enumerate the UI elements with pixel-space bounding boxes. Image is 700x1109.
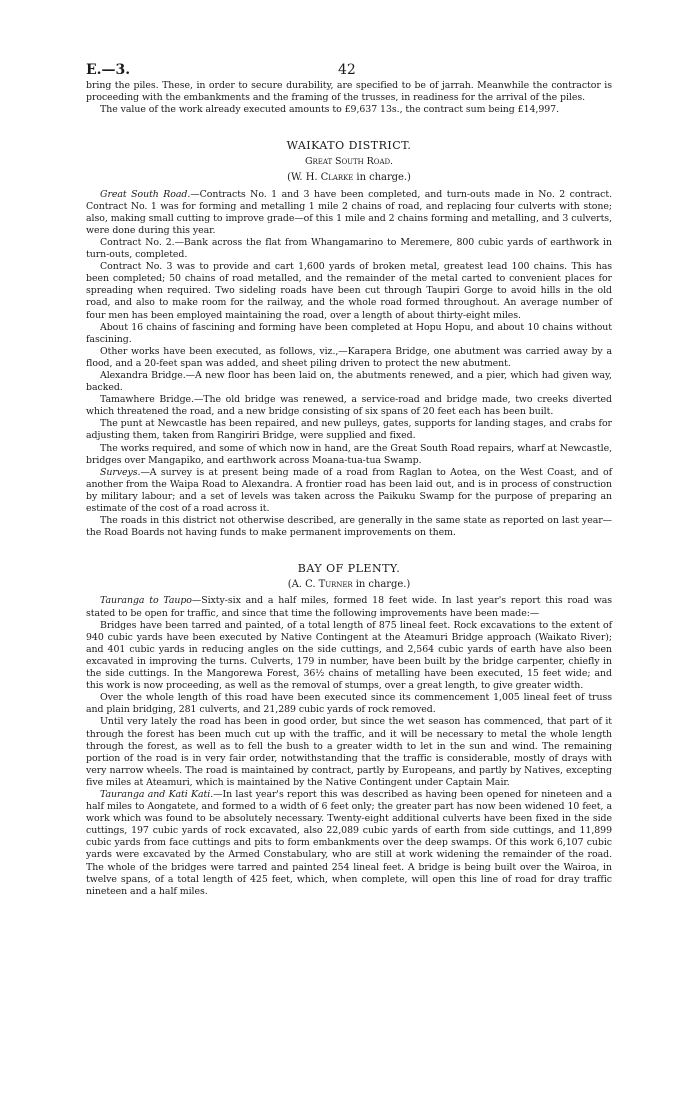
section-title-waikato: WAIKATO DISTRICT.	[286, 139, 412, 153]
section-title-bay-of-plenty: BAY OF PLENTY.	[297, 562, 401, 576]
waikato-officer-name: W. H. Clarke	[290, 172, 354, 184]
waikato-p1-lead: Great South Road.	[100, 188, 191, 200]
waikato-paragraph-2: Contract No. 2.—Bank across the flat from Whangamarino to Meremere, 800 cubic yards of earthwork in turn-outs, completed.	[86, 236, 612, 261]
waikato-p10-lead: Surveys.	[100, 466, 141, 478]
page-number: 42	[338, 62, 356, 78]
document-page	[86, 58, 612, 898]
bay-p1-lead: Tauranga to Taupo	[100, 595, 192, 607]
bay-paragraph-5	[86, 789, 612, 898]
waikato-paragraph-5: Other works have been executed, as follows, viz.,—Karapera Bridge, one abutment was carried away by a flood, and a 20-feet span was added, and sheet piling driven to protect the new abutment.	[86, 345, 612, 369]
bay-paragraph-1	[86, 595, 612, 619]
page-header	[86, 58, 612, 80]
bay-paragraph-4: Until very lately the road has been in good order, but since the wet season has commenced, that part of it through the forest has been much cut up with the traffic, and it will be necessary to metal the whole length through the forest, as well as to fell the bush to a greater width to let in the sun and wind. The remaining portion of the road is in very fair order, notwithstanding that the traffic is considerable, mostly of drays with very narrow wheels. The road is maintained by contract, partly by Europeans, and partly by Natives, excepting five miles at Ateamuri, which is maintained by the Native Contingent under Captain Mair.	[86, 716, 612, 788]
bay-charge-suffix: in charge.)	[352, 579, 411, 591]
waikato-officer-in-charge: (W. H. Clarke in charge.)	[287, 172, 411, 184]
waikato-p10-text: —A survey is at present being made of a road from Raglan to Aotea, on the West Coast, and of another from the Waipa Road to Alexandra. A frontier road has been laid out, and is in process of construction by military labour; and a set of levels was taken across the Paikuku Swamp for the purpose of preparing an estimate of the cost of a road across it.	[86, 466, 612, 514]
section-subtitle-great-south-road: Great South Road.	[305, 156, 393, 168]
waikato-paragraph-6: Alexandra Bridge.—A new floor has been laid on, the abutments renewed, and a pier, which had given way, backed.	[86, 369, 612, 394]
waikato-paragraph-7: Tamawhere Bridge.—The old bridge was renewed, a service-road and bridge made, two creeks diverted which threatened the road, and a new bridge consisting of six spans of 20 feet each has been built.	[86, 394, 612, 418]
waikato-p1-text: —Contracts No. 1 and 3 have been completed, and turn-outs made in No. 2 contract. Contract No. 1 was for forming and metalling 1 mile 2 chains of road, and replacing four culverts with stone; also, making small cutting to improve grade—of this 1 mile and 2 chains forming and metalling, and 3 culverts, were done during this year.	[86, 188, 612, 236]
waikato-paragraph-9: The works required, and some of which now in hand, are the Great South Road repairs, wharf at Newcastle, bridges over Mangapiko, and earthwork across Moana-tua-tua Swamp.	[86, 442, 612, 466]
bay-officer-name: A. C. Turner	[291, 579, 353, 591]
waikato-paragraph-1	[86, 189, 612, 237]
waikato-paragraph-3: Contract No. 3 was to provide and cart 1,600 yards of broken metal, greatest lead 100 chains. This has been completed; 50 chains of road metalled, and the remainder of the metal carted to convenient places for spreading when required. Two sideling roads have been cut through Taupiri Gorge to avoid hills in the old road, and also to make room for the railway, and the whole road formed throughout. An average number of four men has been employed maintaining the road, over a length of about thirty-eight miles.	[86, 261, 612, 321]
waikato-paragraph-11: The roads in this district not otherwise described, are generally in the same state as reported on last year—the Road Boards not having funds to make permanent improvements on them.	[86, 515, 612, 539]
intro-paragraph-2: The value of the work already executed amounts to £9,637 13s., the contract sum being £14,997.	[100, 104, 560, 116]
waikato-paragraph-8: The punt at Newcastle has been repaired, and new pulleys, gates, supports for landing stages, and crabs for adjusting them, taken from Rangiriri Bridge, were supplied and fixed.	[86, 418, 612, 442]
waikato-paragraph-10	[86, 467, 612, 515]
bay-p5-lead: Tauranga and Kati Kati.	[100, 788, 214, 800]
waikato-charge-suffix: in charge.)	[353, 172, 411, 184]
bay-officer-in-charge: (A. C. Turner in charge.)	[287, 579, 411, 591]
bay-paragraph-3: Over the whole length of this road have been executed since its commencement 1,005 lineal feet of truss and plain bridging, 281 culverts, and 21,289 cubic yards of rock removed.	[86, 692, 612, 716]
report-reference: E.—3.	[86, 62, 131, 78]
intro-paragraph-1: bring the piles. These, in order to secure durability, are specified to be of jarrah. Meanwhile the contractor is proceeding with the embankments and the framing of the trusses, in readiness for the arrival of the piles.	[86, 80, 612, 104]
bay-p5-text: —In last year's report this was described as having been opened for nineteen and a half miles to Aongatete, and formed to a width of 6 feet only; the greater part has now been widened 10 feet, a work which was found to be absolutely necessary. Twenty-eight additional culverts have been fixed in the side cuttings, 197 cubic yards of rock excavated, also 22,089 cubic yards of earth from side cuttings, and 11,899 cubic yards from face cuttings and pits to form embankments over the deep swamps. Of this work 6,107 cubic yards were excavated by the Armed Constabulary, who are still at work widening the remainder of the road. The whole of the bridges were tarred and painted 254 lineal feet. A bridge is being built over the Wairoa, in twelve spans, of a total length of 425 feet, which, when complete, will open this line of road for dray traffic nineteen and a half miles.	[86, 788, 612, 897]
waikato-paragraph-4: About 16 chains of fascining and forming have been completed at Hopu Hopu, and about 10 chains without fascining.	[86, 321, 612, 345]
document-body	[86, 80, 612, 898]
bay-paragraph-2: Bridges have been tarred and painted, of a total length of 875 lineal feet. Rock excavations to the extent of 940 cubic yards have been executed by Native Contingent at the Ateamuri Bridge approach (Waikato River); and 401 cubic yards in reducing angles on the side cuttings, and 2,564 cubic yards of earth have also been excavated in improving the turns. Culverts, 179 in number, have been built by the bridge carpenter, chiefly in the side cuttings. In the Mangorewa Forest, 36½ chains of metalling have been executed, 15 feet wide; and this work is now proceeding, as well as the removal of stumps, over a great length, to give greater width.	[86, 619, 612, 692]
bay-p1-text: —Sixty-six and a half miles, formed 18 feet wide. In last year's report this road was stated to be open for traffic, and since that time the following improvements have been made:—	[86, 595, 612, 619]
